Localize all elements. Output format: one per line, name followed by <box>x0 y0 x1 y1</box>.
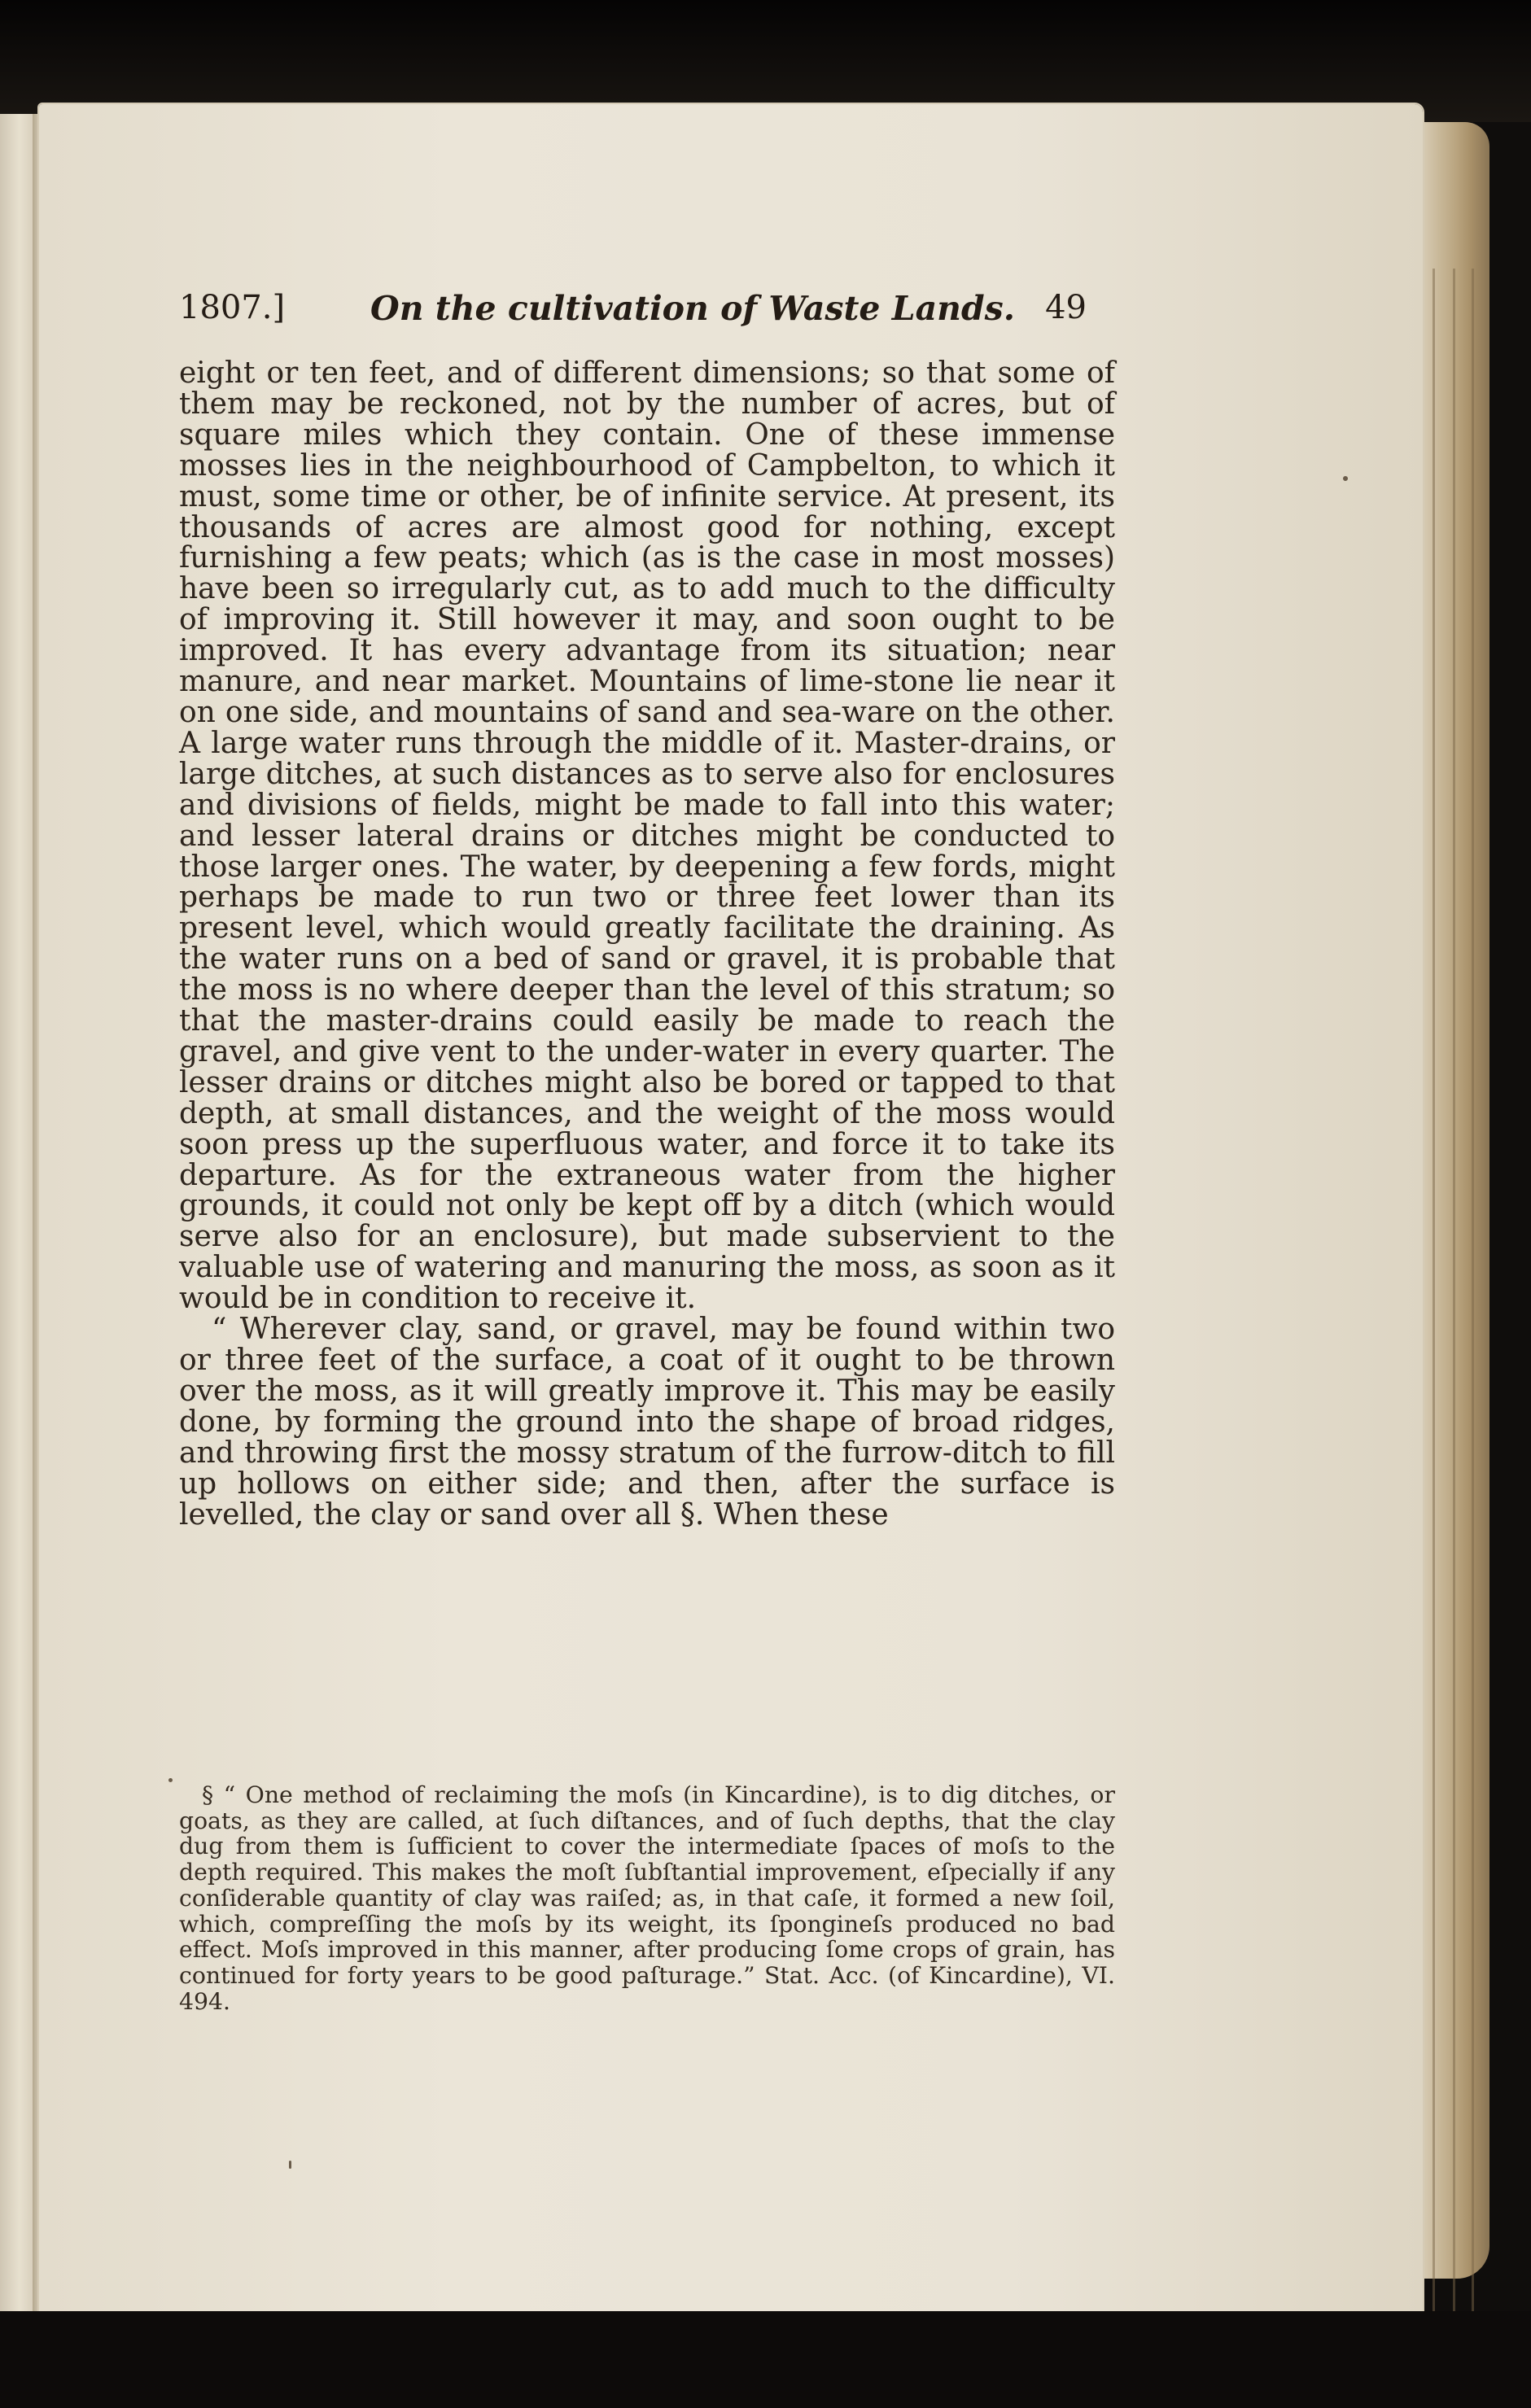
header-title: On the cultivation of Waste Lands. <box>370 289 1016 328</box>
footnote-text: § “ One method of reclaiming the moſs (in Kincardine), is to dig ditches, or goats, as they are called, at ſuch diſtances, and of ſuch depths, that the clay dug from them is ſufficient to cover the intermediate ſpaces of moſs to the depth required. This makes the moſt ſubſtantial improvement, eſpecially if any conſiderable quantity of clay was raiſed; as, in that caſe, it formed a new ſoil, which, compreſſing the moſs by its weight, its ſpongineſs produced no bad effect. Moſs improved in this manner, after producing ſome crops of grain, has continued for forty years to be good paſturage.” Stat. Acc. (of Kincardine), VI. 494. <box>179 1781 1115 2015</box>
running-header <box>179 289 1087 346</box>
facing-page-edge <box>0 114 34 2311</box>
page-edge-line <box>1453 269 1455 2368</box>
page-number: 49 <box>1045 289 1087 326</box>
paper-speck <box>1343 476 1348 481</box>
header-year: 1807.] <box>179 289 286 326</box>
body-text <box>179 358 1115 1530</box>
body-paragraph-2: “ Wherever clay, sand, or gravel, may be found within two or three feet of the surface, a coat of it ought to be thrown over the moss, as it will greatly improve it. This may be easily done, by forming the ground into the shape of broad ridges, and throwing first the mossy stratum of the furrow-ditch to fill up hollows on either side; and then, after the surface is levelled, the clay or sand over all §. When these <box>179 1313 1115 1532</box>
page-stack-edges <box>1416 122 1489 2279</box>
page-edge-line <box>1433 269 1435 2368</box>
page-edge-line <box>1472 269 1474 2368</box>
bottom-shadow <box>0 2311 1531 2408</box>
body-paragraph-1: eight or ten feet, and of different dimensions; so that some of them may be reckoned, not by the number of acres, but of square miles which they contain. One of these immense mosses lies in the neighbourhood of Campbelton, to which it must, some time or other, be of infinite service. At present, its thousands of acres are almost good for nothing, except furnishing a few peats; which (as is the case in most mosses) have been so irregularly cut, as to add much to the difficulty of improving it. Still however it may, and soon ought to be improved. It has every advantage from its situation; near manure, and near market. Mountains of lime-stone lie near it on one side, and mountains of sand and sea-ware on the other. A large water runs through the middle of it. Master-drains, or large ditches, at such distances as to serve also for enclosures and divisions of fields, might be made to fall into this water; and lesser lateral drains or ditches might be conducted to those larger ones. The water, by deepening a few fords, might perhaps be made to run two or three feet lower than its present level, which would greatly facilitate the draining. As the water runs on a bed of sand or gravel, it is probable that the moss is no where deeper than the level of this stratum; so that the master-drains could easily be made to reach the gravel, and give vent to the under-water in every quarter. The lesser drains or ditches might also be bored or tapped to that depth, at small distances, and the weight of the moss would soon press up the superfluous water, and force it to take its departure. As for the extraneous water from the higher grounds, it could not only be kept off by a ditch (which would serve also for an enclosure), but made subservient to the valuable use of watering and manuring the moss, as soon as it would be in condition to receive it. <box>179 356 1115 1316</box>
paper-speck <box>289 2161 291 2169</box>
footnote <box>179 1782 1115 2014</box>
paper-speck <box>168 1778 173 1782</box>
